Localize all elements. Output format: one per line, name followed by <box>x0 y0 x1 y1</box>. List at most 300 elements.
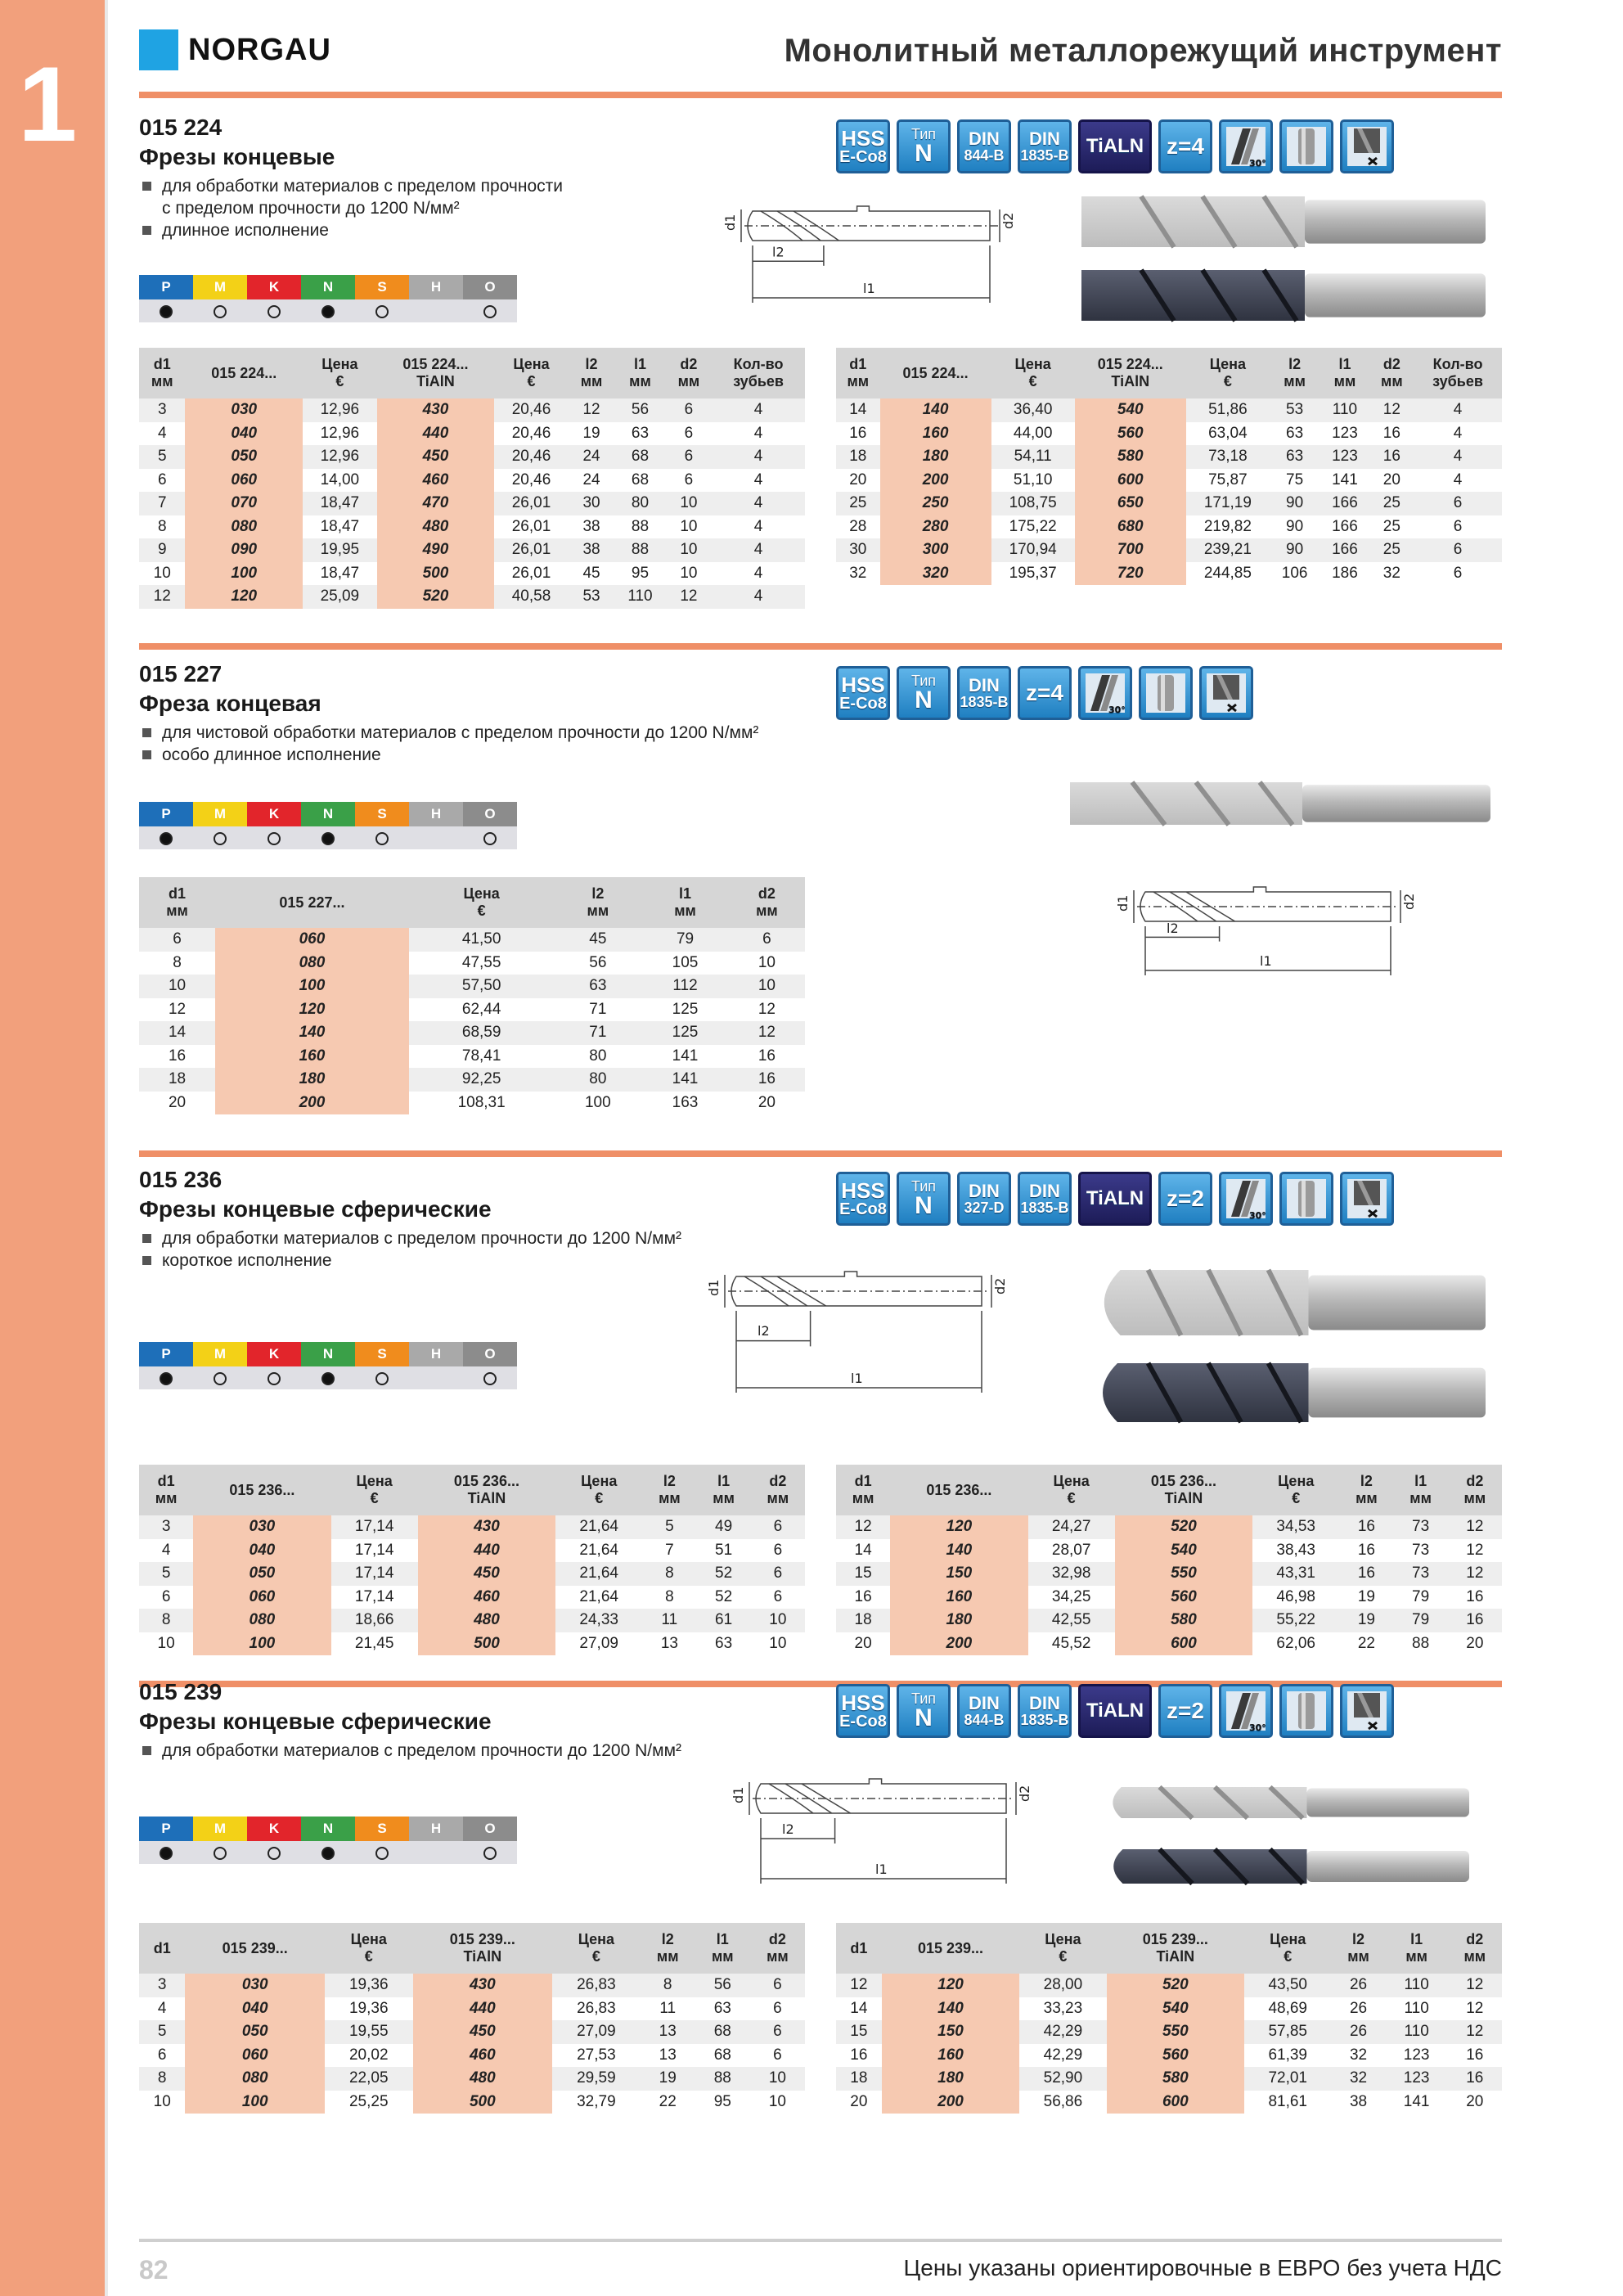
open-dot-icon <box>375 305 389 318</box>
product-title: Фрезы концевые сферические <box>139 1196 492 1222</box>
table-cell: 600 <box>1107 2091 1245 2114</box>
table-cell: 430 <box>377 398 495 422</box>
table-cell: 19 <box>582 424 600 442</box>
table-cell: 060 <box>193 1586 330 1609</box>
table-cell: 68 <box>614 445 665 469</box>
table-cell: 125 <box>641 1021 729 1045</box>
table-cell: 10 <box>153 564 171 582</box>
column-header: 015 224... <box>185 348 303 398</box>
material-s-suitability <box>355 826 409 849</box>
cylindrical-shank-icon <box>1279 1172 1333 1226</box>
column-header: d2 мм <box>1448 1923 1502 1974</box>
column-header: 015 239... TiAlN <box>413 1923 553 1974</box>
table-row <box>139 952 805 975</box>
table-cell: 12,96 <box>320 424 360 442</box>
table-cell: 16 <box>849 424 867 442</box>
table-cell: 560 <box>1075 422 1186 446</box>
center-cut-icon <box>1340 1172 1394 1226</box>
table-cell: 600 <box>1115 1632 1252 1656</box>
table-cell: 280 <box>880 515 991 539</box>
table-cell: 163 <box>672 1093 699 1111</box>
table-row <box>139 1562 805 1586</box>
table-row <box>836 1515 1502 1539</box>
table-cell: 8 <box>665 1587 674 1605</box>
svg-text:30°: 30° <box>1108 705 1126 715</box>
material-m: M <box>193 1342 247 1366</box>
table-cell: 11 <box>659 1999 677 2017</box>
table-cell: 100 <box>584 1093 611 1111</box>
spec-badges <box>836 119 1394 173</box>
material-o-suitability <box>463 826 517 849</box>
flutes-badge: z=2 <box>1158 1172 1212 1226</box>
table-cell: 6 <box>1414 492 1502 515</box>
table-cell: 20,46 <box>511 470 551 488</box>
table-cell: 20,46 <box>511 424 551 442</box>
column-header: 015 239... TiAlN <box>1107 1923 1245 1974</box>
center-cut-icon <box>1340 119 1394 173</box>
column-header: d2 мм <box>666 348 712 398</box>
table-cell: 560 <box>1107 2044 1245 2068</box>
table-cell: 62,06 <box>1276 1634 1315 1652</box>
table-cell: 12 <box>1448 1515 1502 1539</box>
column-header: d2 мм <box>1370 348 1414 398</box>
material-p-suitability <box>139 299 193 322</box>
table-cell: 16 <box>1370 445 1414 469</box>
column-header: d1 мм <box>836 1465 890 1515</box>
table-cell: 95 <box>713 2092 731 2110</box>
technical-drawing <box>712 195 1014 309</box>
table-row <box>139 2044 805 2068</box>
table-cell: 110 <box>1386 1974 1448 1997</box>
column-header: 015 224... TiAlN <box>1075 348 1186 398</box>
table-cell: 25 <box>1370 538 1414 562</box>
column-header: l2 мм <box>1331 1923 1385 1974</box>
column-header: 015 236... <box>890 1465 1027 1515</box>
product-title: Фрезы концевые сферические <box>139 1708 492 1734</box>
table-cell: 200 <box>880 469 991 493</box>
table-cell: 6 <box>157 470 167 488</box>
price-table <box>836 348 1502 585</box>
table-cell: 140 <box>882 1997 1020 2021</box>
table-cell: 030 <box>193 1515 330 1539</box>
technical-drawing <box>1104 876 1415 982</box>
table-header <box>139 1465 805 1515</box>
cylindrical-shank-icon <box>1139 666 1193 720</box>
helix-30-icon <box>1219 1172 1273 1226</box>
table-cell: 53 <box>569 585 614 609</box>
table-cell: 68 <box>631 470 650 488</box>
table-cell: 16 <box>758 1047 776 1065</box>
coating-badge: TiALN <box>1078 119 1152 173</box>
table-cell: 580 <box>1075 445 1186 469</box>
table-cell: 440 <box>377 422 495 446</box>
column-header: d1 мм <box>836 348 880 398</box>
material-s-suitability <box>355 1841 409 1864</box>
table-cell: 250 <box>880 492 991 515</box>
flutes-badge: z=4 <box>1158 119 1212 173</box>
table-cell: 13 <box>659 2046 677 2064</box>
table-cell: 10 <box>139 975 215 998</box>
table-row <box>836 2067 1502 2091</box>
feature-list <box>141 1740 681 1762</box>
table-cell: 8 <box>139 1609 193 1632</box>
table-cell: 22 <box>1357 1634 1375 1652</box>
table-cell: 27,09 <box>552 2020 641 2044</box>
table-cell: 52,90 <box>1019 2067 1106 2091</box>
table-cell: 63 <box>713 1999 731 2017</box>
table-cell: 90 <box>1270 538 1320 562</box>
type-badge: Тип N <box>897 666 951 720</box>
material-n-suitability <box>301 299 355 322</box>
svg-text:l2: l2 <box>1167 921 1179 937</box>
svg-text:l1: l1 <box>875 1862 888 1877</box>
table-cell: 6 <box>729 928 805 952</box>
material-n: N <box>301 1342 355 1366</box>
material-m: M <box>193 275 247 299</box>
table-cell: 244,85 <box>1203 564 1252 582</box>
column-header: 015 236... TiAlN <box>418 1465 555 1515</box>
table-cell: 100 <box>185 2091 325 2114</box>
table-cell: 30 <box>836 538 880 562</box>
filled-dot-icon <box>160 305 173 318</box>
table-cell: 12 <box>1448 2020 1502 2044</box>
table-cell: 11 <box>642 1609 696 1632</box>
table-cell: 43,50 <box>1244 1974 1331 1997</box>
table-cell: 56 <box>589 953 607 971</box>
column-header: l1 мм <box>1394 1465 1448 1515</box>
table-cell: 73 <box>1394 1515 1448 1539</box>
table-cell: 450 <box>413 2020 553 2044</box>
column-header: d1 <box>836 1923 882 1974</box>
table-cell: 6 <box>139 928 215 952</box>
feature-list <box>141 175 563 241</box>
table-cell: 12,96 <box>303 445 377 469</box>
product-title: Фрезы концевые <box>139 144 335 169</box>
material-o-suitability <box>463 1366 517 1389</box>
open-dot-icon <box>375 1847 389 1860</box>
material-k-suitability <box>247 1841 301 1864</box>
table-cell: 21,45 <box>354 1634 394 1652</box>
table-row <box>836 562 1502 586</box>
svg-text:d2: d2 <box>1017 1785 1032 1802</box>
din-badge: DIN 1835-B <box>1018 119 1072 173</box>
filled-dot-icon <box>321 1372 335 1385</box>
table-cell: 26,83 <box>552 1974 641 1997</box>
column-header: Кол-во зубьев <box>712 348 805 398</box>
material-o-suitability <box>463 1841 517 1864</box>
table-header <box>139 1923 805 1974</box>
table-cell: 12 <box>569 398 614 422</box>
table-cell: 520 <box>1107 1974 1245 1997</box>
coating-badge: TiALN <box>1078 1172 1152 1226</box>
material-h-suitability <box>409 1841 463 1864</box>
page-title: Монолитный металлорежущий инструмент <box>784 33 1502 69</box>
feature-item: для чистовой обработки материалов с пределом прочности до 1200 N/мм² <box>141 722 758 744</box>
table-cell: 19,55 <box>325 2020 413 2044</box>
table-cell: 57,50 <box>409 975 555 998</box>
table-cell: 4 <box>753 517 763 535</box>
material-m-suitability <box>193 1841 247 1864</box>
table-cell: 26,83 <box>577 1999 616 2017</box>
din-badge: DIN 327-D <box>957 1172 1011 1226</box>
table-cell: 26 <box>1331 1974 1385 1997</box>
table-cell: 20 <box>1382 470 1400 488</box>
hss-badge: HSS E-Co8 <box>836 1684 890 1738</box>
table-header <box>836 1923 1502 1974</box>
table-cell: 16 <box>1357 1541 1375 1559</box>
table-cell: 440 <box>418 1539 555 1563</box>
column-header: Цена € <box>991 348 1075 398</box>
table-cell: 12 <box>836 1974 882 1997</box>
table-cell: 460 <box>413 2044 553 2068</box>
table-cell: 123 <box>1320 445 1369 469</box>
table-cell: 175,22 <box>1009 517 1057 535</box>
table-cell: 700 <box>1075 538 1186 562</box>
table-cell: 6 <box>751 1562 805 1586</box>
table-cell: 90 <box>1286 517 1304 535</box>
table-cell: 120 <box>882 1974 1020 1997</box>
table-cell: 21,64 <box>579 1587 618 1605</box>
din-badge: DIN 1835-B <box>1018 1172 1072 1226</box>
table-row <box>836 1632 1502 1656</box>
column-header: l1 мм <box>1386 1923 1448 1974</box>
table-cell: 10 <box>750 2067 805 2091</box>
table-cell: 140 <box>880 398 991 422</box>
table-cell: 20,46 <box>494 398 569 422</box>
table-cell: 470 <box>377 492 495 515</box>
material-p: P <box>139 802 193 826</box>
column-header: 015 239... <box>185 1923 325 1974</box>
table-cell: 20,46 <box>494 445 569 469</box>
column-header: l2 мм <box>1270 348 1320 398</box>
material-h-suitability <box>409 1366 463 1389</box>
svg-text:l1: l1 <box>851 1371 863 1386</box>
table-cell: 27,09 <box>579 1634 618 1652</box>
table-cell: 75 <box>1286 470 1304 488</box>
table-cell: 68 <box>695 2020 750 2044</box>
open-dot-icon <box>268 305 281 318</box>
material-table <box>139 1342 517 1389</box>
table-cell: 81,61 <box>1268 2092 1307 2110</box>
table-row <box>139 1068 805 1092</box>
table-cell: 490 <box>377 538 495 562</box>
table-cell: 16 <box>850 2046 868 2064</box>
table-row <box>139 1515 805 1539</box>
column-header: l2 мм <box>641 1923 695 1974</box>
price-table <box>139 1923 805 2114</box>
column-header: Цена € <box>552 1923 641 1974</box>
table-cell: 42,29 <box>1019 2020 1106 2044</box>
material-n-suitability <box>301 1366 355 1389</box>
table-cell: 42,55 <box>1028 1609 1115 1632</box>
table-cell: 080 <box>193 1609 330 1632</box>
table-cell: 080 <box>185 2067 325 2091</box>
table-row <box>139 975 805 998</box>
table-row <box>836 2091 1502 2114</box>
table-cell: 6 <box>750 2020 805 2044</box>
table-row <box>836 422 1502 446</box>
table-row <box>139 928 805 952</box>
table-cell: 21,64 <box>579 1541 618 1559</box>
table-row <box>836 469 1502 493</box>
column-header: Цена € <box>409 877 555 928</box>
column-header: Цена € <box>1186 348 1270 398</box>
hss-badge: HSS E-Co8 <box>836 1172 890 1226</box>
table-cell: 16 <box>168 1047 187 1065</box>
table-cell: 13 <box>660 1634 678 1652</box>
table-cell: 4 <box>1414 445 1502 469</box>
table-cell: 55,22 <box>1252 1609 1339 1632</box>
svg-text:30°: 30° <box>1249 158 1266 169</box>
table-cell: 18 <box>836 445 880 469</box>
table-cell: 150 <box>890 1562 1027 1586</box>
table-row <box>139 2067 805 2091</box>
table-cell: 57,85 <box>1244 2020 1331 2044</box>
spec-badges <box>836 1684 1394 1738</box>
table-cell: 112 <box>641 975 729 998</box>
material-h: H <box>409 1342 463 1366</box>
table-cell: 22,05 <box>325 2067 413 2091</box>
column-header: Цена € <box>1019 1923 1106 1974</box>
table-cell: 150 <box>882 2020 1020 2044</box>
table-cell: 4 <box>712 492 805 515</box>
table-cell: 32,98 <box>1028 1562 1115 1586</box>
column-header: l1 мм <box>697 1465 751 1515</box>
table-cell: 4 <box>712 398 805 422</box>
table-cell: 28,07 <box>1051 1541 1091 1559</box>
table-cell: 650 <box>1075 492 1186 515</box>
table-row <box>139 1997 805 2021</box>
table-cell: 141 <box>1332 470 1358 488</box>
table-row <box>139 515 805 539</box>
table-row <box>139 562 805 586</box>
table-cell: 73,18 <box>1186 445 1270 469</box>
material-m-suitability <box>193 299 247 322</box>
table-cell: 16 <box>729 1068 805 1092</box>
end-mill-image <box>1068 779 1494 828</box>
table-cell: 040 <box>193 1539 330 1563</box>
table-row <box>836 515 1502 539</box>
table-cell: 480 <box>418 1609 555 1632</box>
table-cell: 5 <box>139 2020 185 2044</box>
column-header: d2 мм <box>751 1465 805 1515</box>
column-header: d2 мм <box>750 1923 805 1974</box>
table-cell: 4 <box>753 424 763 442</box>
table-cell: 6 <box>684 424 694 442</box>
din-badge: DIN 1835-B <box>957 666 1011 720</box>
svg-text:d1: d1 <box>731 1786 746 1803</box>
material-s: S <box>355 1817 409 1841</box>
table-cell: 080 <box>215 952 409 975</box>
table-cell: 25,25 <box>348 2092 389 2110</box>
table-cell: 195,37 <box>1009 564 1057 582</box>
table-row <box>139 1092 805 1115</box>
table-cell: 47,55 <box>461 953 501 971</box>
table-cell: 239,21 <box>1186 538 1270 562</box>
table-cell: 480 <box>377 515 495 539</box>
material-h: H <box>409 1817 463 1841</box>
table-row <box>139 445 805 469</box>
table-cell: 6 <box>773 1587 783 1605</box>
table-cell: 63 <box>631 424 650 442</box>
table-row <box>139 1021 805 1045</box>
filled-dot-icon <box>160 832 173 845</box>
table-cell: 110 <box>1320 398 1369 422</box>
table-cell: 12 <box>729 1021 805 1045</box>
price-table <box>836 1923 1502 2114</box>
table-cell: 33,23 <box>1043 1999 1083 2017</box>
table-cell: 460 <box>418 1586 555 1609</box>
table-cell: 6 <box>750 1974 805 1997</box>
table-cell: 5 <box>139 445 185 469</box>
column-header: Цена € <box>331 1465 418 1515</box>
type-badge: Тип N <box>897 1172 951 1226</box>
table-cell: 440 <box>413 1997 553 2021</box>
table-cell: 680 <box>1075 515 1186 539</box>
table-cell: 61,39 <box>1268 2046 1307 2064</box>
open-dot-icon <box>268 1847 281 1860</box>
table-cell: 12 <box>836 1515 890 1539</box>
table-cell: 72,01 <box>1244 2067 1331 2091</box>
open-dot-icon <box>214 832 227 845</box>
table-cell: 25 <box>1382 517 1400 535</box>
table-cell: 12 <box>1448 1562 1502 1586</box>
technical-drawing <box>695 1260 1006 1399</box>
table-cell: 90 <box>1270 492 1320 515</box>
table-cell: 14 <box>850 1999 868 2017</box>
table-cell: 26 <box>1349 1999 1368 2017</box>
svg-text:l2: l2 <box>772 244 785 260</box>
table-cell: 4 <box>157 424 167 442</box>
column-header: l1 мм <box>641 877 729 928</box>
table-cell: 12 <box>168 1000 187 1018</box>
table-row <box>139 422 805 446</box>
cylindrical-shank-icon <box>1279 119 1333 173</box>
table-cell: 79 <box>1394 1609 1448 1632</box>
table-row <box>139 2091 805 2114</box>
table-row <box>836 538 1502 562</box>
table-cell: 38 <box>582 517 600 535</box>
helix-30-icon <box>1219 119 1273 173</box>
table-row <box>139 469 805 493</box>
table-cell: 6 <box>1453 564 1463 582</box>
material-table <box>139 1817 517 1864</box>
table-cell: 520 <box>377 585 495 609</box>
material-p-suitability <box>139 826 193 849</box>
table-cell: 030 <box>185 398 303 422</box>
svg-text:l2: l2 <box>782 1821 794 1837</box>
table-cell: 38 <box>1349 2092 1368 2110</box>
material-k: K <box>247 802 301 826</box>
filled-dot-icon <box>321 1847 335 1860</box>
table-cell: 19 <box>641 2067 695 2091</box>
table-cell: 430 <box>413 1974 553 1997</box>
svg-text:d1: d1 <box>706 1279 722 1296</box>
table-cell: 32,79 <box>577 2092 616 2110</box>
table-cell: 78,41 <box>461 1047 501 1065</box>
table-header <box>836 348 1502 398</box>
table-cell: 4 <box>712 445 805 469</box>
table-cell: 10 <box>157 1634 175 1652</box>
end-mill-image <box>1088 1267 1489 1339</box>
table-cell: 13 <box>641 2020 695 2044</box>
svg-text:d2: d2 <box>1000 212 1016 229</box>
table-cell: 12 <box>139 585 185 609</box>
table-cell: 10 <box>680 564 698 582</box>
table-header <box>139 348 805 398</box>
table-cell: 120 <box>215 998 409 1022</box>
material-k-suitability <box>247 826 301 849</box>
